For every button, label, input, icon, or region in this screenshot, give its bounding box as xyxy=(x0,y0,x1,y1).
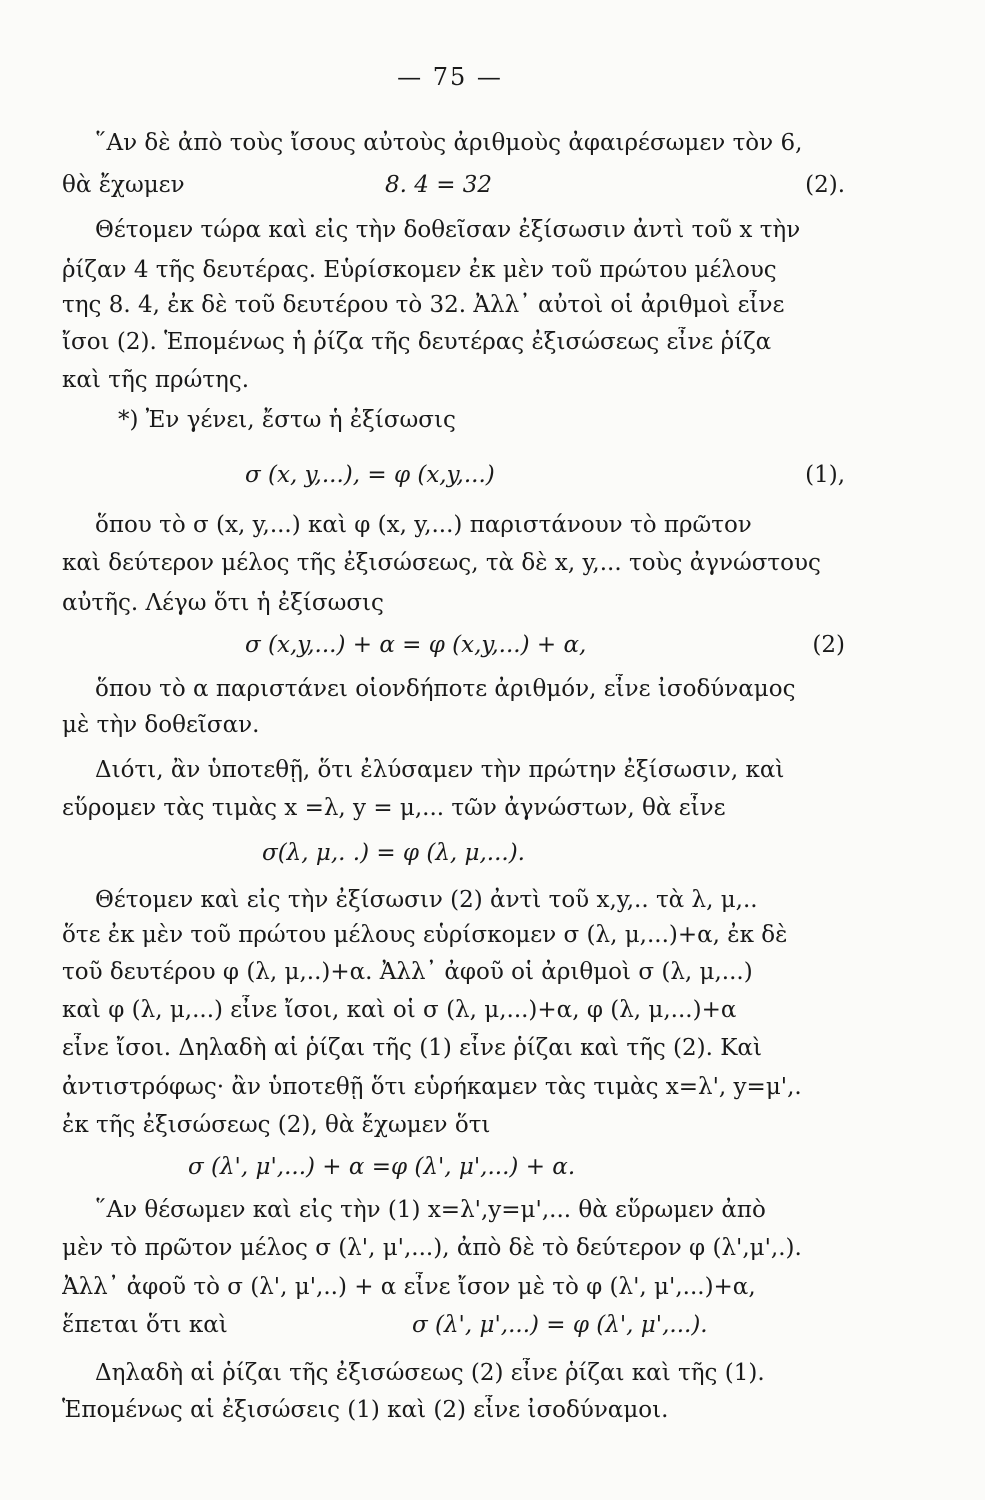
text-line-24: Ἀλλ᾽ ἀφοῦ τὸ σ (λ', μ',..) + α εἶνε ἴσον μὲ τὸ φ (λ', μ',...)+α, xyxy=(62,1274,756,1300)
text-line-10: αὐτῆς. Λέγω ὅτι ἡ ἐξίσωσις xyxy=(62,590,384,616)
text-line-25: ἕπεται ὅτι καὶ xyxy=(62,1312,228,1338)
equation-1: σ (x, y,...), = φ (x,y,...) xyxy=(245,462,495,488)
text-line-12: μὲ τὴν δοθεῖσαν. xyxy=(62,712,260,738)
text-line-2: θὰ ἔχωμεν xyxy=(62,172,185,198)
equation-2: σ (x,y,...) + α = φ (x,y,...) + α, xyxy=(245,632,587,658)
text-line-26: Δηλαδὴ αἱ ῥίζαι τῆς ἐξισώσεως (2) εἶνε ῥίζαι καὶ τῆς (1). xyxy=(95,1360,765,1386)
equation-8-4: 8. 4 = 32 xyxy=(385,172,493,198)
text-line-19: εἶνε ἴσοι. Δηλαδὴ αἱ ῥίζαι τῆς (1) εἶνε ῥίζαι καὶ τῆς (2). Καὶ xyxy=(62,1035,762,1061)
text-line-17: τοῦ δευτέρου φ (λ, μ,..)+α. Ἀλλ᾽ ἀφοῦ οἱ ἀριθμοὶ σ (λ, μ,...) xyxy=(62,959,753,985)
equation-4: σ (λ', μ',...) + α =φ (λ', μ',...) + α. xyxy=(188,1154,576,1180)
equation-8-4-number: (2). xyxy=(805,172,845,198)
footnote-line: *) Ἐν γένει, ἔστω ἡ ἐξίσωσις xyxy=(118,407,456,433)
text-line-6: ἴσοι (2). Ἑπομένως ἡ ῥίζα τῆς δευτέρας ἐξισώσεως εἶνε ῥίζα xyxy=(62,329,772,355)
text-line-4: ῥίζαν 4 τῆς δευτέρας. Εὑρίσκομεν ἐκ μὲν τοῦ πρώτου μέλους xyxy=(62,257,777,283)
text-line-14: εὕρομεν τὰς τιμὰς x =λ, y = μ,... τῶν ἀγνώστων, θὰ εἶνε xyxy=(62,795,726,821)
text-line-1: ῞Αν δὲ ἀπὸ τοὺς ἴσους αὐτοὺς ἀριθμοὺς ἀφαιρέσωμεν τὸν 6, xyxy=(95,130,803,156)
page-number: — 75 — xyxy=(397,63,503,91)
text-line-27: Ἑπομένως αἱ ἐξισώσεις (1) καὶ (2) εἶνε ἰσοδύναμοι. xyxy=(62,1397,669,1423)
text-line-7: καὶ τῆς πρώτης. xyxy=(62,367,250,393)
equation-5: σ (λ', μ',...) = φ (λ', μ',...). xyxy=(412,1312,708,1338)
text-line-20: ἀντιστρόφως· ἂν ὑποτεθῇ ὅτι εὑρήκαμεν τὰς τιμὰς x=λ', y=μ',. xyxy=(62,1074,802,1100)
text-line-3: Θέτομεν τώρα καὶ εἰς τὴν δοθεῖσαν ἐξίσωσιν ἀντὶ τοῦ x τὴν xyxy=(95,217,801,243)
text-line-23: μὲν τὸ πρῶτον μέλος σ (λ', μ',...), ἀπὸ δὲ τὸ δεύτερον φ (λ',μ',.). xyxy=(62,1235,802,1261)
equation-2-number: (2) xyxy=(812,632,845,658)
equation-3: σ(λ, μ,. .) = φ (λ, μ,...). xyxy=(262,840,525,866)
text-line-16: ὅτε ἐκ μὲν τοῦ πρώτου μέλους εὑρίσκομεν σ (λ, μ,...)+α, ἐκ δὲ xyxy=(62,922,788,948)
text-line-13: Διότι, ἂν ὑποτεθῇ, ὅτι ἐλύσαμεν τὴν πρώτην ἐξίσωσιν, καὶ xyxy=(95,757,785,783)
text-line-15: Θέτομεν καὶ εἰς τὴν ἐξίσωσιν (2) ἀντὶ τοῦ x,y,.. τὰ λ, μ,.. xyxy=(95,887,758,913)
text-line-18: καὶ φ (λ, μ,...) εἶνε ἴσοι, καὶ οἱ σ (λ, μ,...)+α, φ (λ, μ,...)+α xyxy=(62,997,737,1023)
text-line-8: ὅπου τὸ σ (x, y,...) καὶ φ (x, y,...) παριστάνουν τὸ πρῶτον xyxy=(95,512,752,538)
text-line-5: της 8. 4, ἐκ δὲ τοῦ δευτέρου τὸ 32. Ἀλλ᾽ αὐτοὶ οἱ ἀριθμοὶ εἶνε xyxy=(62,292,785,318)
text-line-22: ῞Αν θέσωμεν καὶ εἰς τὴν (1) x=λ',y=μ',... θὰ εὕρωμεν ἀπὸ xyxy=(95,1197,766,1223)
text-line-9: καὶ δεύτερον μέλος τῆς ἐξισώσεως, τὰ δὲ x, y,... τοὺς ἀγνώστους xyxy=(62,550,821,576)
text-line-11: ὅπου τὸ α παριστάνει οἱονδήποτε ἀριθμόν, εἶνε ἰσοδύναμος xyxy=(95,676,796,702)
equation-1-number: (1), xyxy=(805,462,845,488)
text-line-21: ἐκ τῆς ἐξισώσεως (2), θὰ ἔχωμεν ὅτι xyxy=(62,1112,491,1138)
